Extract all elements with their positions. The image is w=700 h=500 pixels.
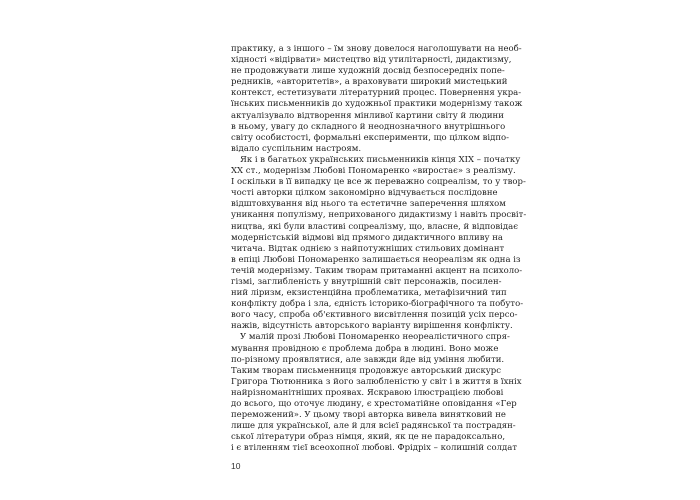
text-line: уникання популізму, неприхованого дидактизму і навіть просвіт- — [231, 210, 527, 221]
text-line: по-різному проявлятися, але завжди йде від уміння любити. — [231, 354, 505, 365]
text-line: відало суспільним настроям. — [231, 143, 362, 154]
text-line: не продовжувати лише художній досвід безпосередніх попе- — [231, 66, 505, 77]
text-line: У малій прозі Любові Пономаренко неореалістичного спря- — [240, 332, 510, 343]
text-line: в епіці Любові Пономаренко залишається неореалізм як одна із — [231, 254, 521, 265]
text-line: Григора Тютюнника з його залюбленістю у світ і в життя в їхніх — [231, 376, 522, 387]
text-line: конфлікту добра і зла, єдність історико-біографічного та побуто- — [231, 299, 524, 310]
paragraph-3 — [231, 332, 522, 454]
text-line: мування провідною є проблема добра в людині. Воно може — [231, 343, 499, 354]
text-line: хідності «відірвати» мистецтво від утилітарності, дидактизму, — [231, 55, 512, 66]
text-line: ництва, які були властиві соцреалізму, що, власне, й відповідає — [231, 221, 518, 232]
text-line: до всього, що оточує людину, є хрестоматійне оповідання «Гер — [231, 399, 517, 409]
text-line: актуалізувало відтворення мінливої картини світу й людини — [231, 110, 504, 121]
text-line: ської літератури образ німця, який, як це не парадоксально, — [231, 432, 506, 443]
paragraph-1 — [231, 44, 523, 155]
text-line: контекст, естетизувати літературний процес. Повернення укра- — [231, 88, 522, 99]
text-line: Як і в багатьох українських письменників кінця ХІХ – початку — [240, 154, 521, 165]
text-line: ХХ ст., модернізм Любові Пономаренко «виростає» з реалізму. — [231, 166, 516, 177]
text-line: відштовхування від нього та естетичне заперечення шляхом — [231, 199, 506, 210]
text-line: читача. Відтак однією з найпотужніших стильових домінант — [231, 243, 505, 254]
text-line: і є втіленням тієї всеохопної любові. Фрідріх – колишній солдат — [231, 443, 518, 454]
text-line: практику, а з іншого – їм знову довелося наголошувати на необ- — [231, 44, 522, 54]
text-line: переможений». У цьому творі авторка вивела винятковий не — [231, 410, 506, 421]
page-number: 10 — [231, 461, 241, 471]
text-line: нажів, відсутність авторського варіанту вирішення конфлікту. — [231, 321, 513, 332]
text-line: редників, «авторитетів», а враховувати широкий мистецький — [231, 77, 508, 88]
text-line: вого часу, спроба об'єктивного висвітлення позицій усіх персо- — [231, 310, 518, 321]
paragraph-2 — [231, 154, 527, 333]
text-line: чості авторки цілком закономірно відчувається послідовне — [231, 188, 498, 199]
text-line: ний ліризм, екзистенційна проблематика, метафізичний тип — [231, 288, 507, 299]
text-line: модерністській відмові від прямого дидактичного впливу на — [231, 232, 503, 243]
text-line: гізмі, заглибленість у внутрішній світ персонажів, посилен- — [231, 276, 502, 287]
text-line: Таким творам письменниця продовжує авторський дискурс — [231, 365, 502, 376]
text-line: світу особистості, формальні експерименти, що цілком відпо- — [231, 132, 510, 143]
text-line: найрізноманітніших проявах. Яскравою ілюстрацією любові — [231, 387, 504, 398]
text-line: в ньому, увагу до складного й неоднозначного внутрішнього — [231, 121, 506, 132]
text-line: течій модернізму. Таким творам притаманні акцент на психоло- — [231, 265, 523, 276]
body-text — [231, 44, 527, 454]
text-line: лише для української, але й для всієї радянської та пострадян- — [231, 421, 516, 432]
text-line: їнських письменників до художньої практики модернізму також — [231, 99, 523, 110]
text-line: І оскільки в її випадку це все ж переважно соцреалізм, то у твор- — [231, 177, 526, 188]
